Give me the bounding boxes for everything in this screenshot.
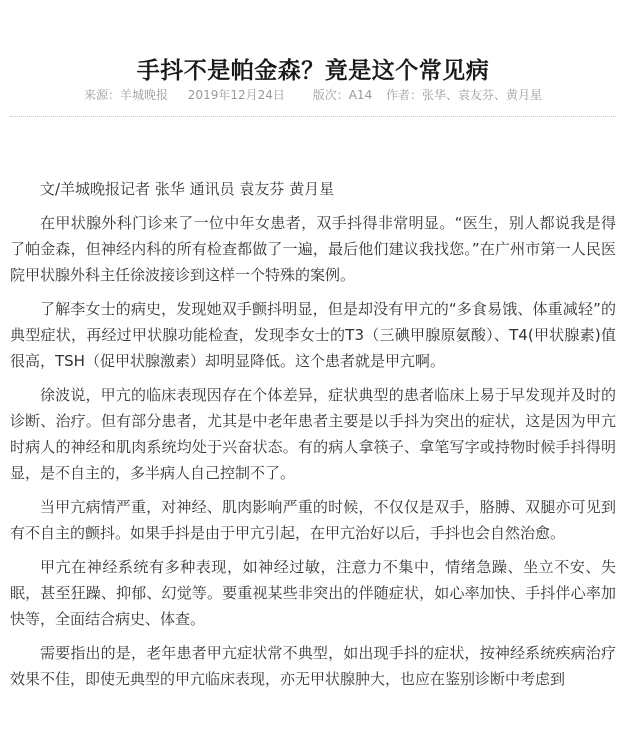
article-paragraph: 甲亢在神经系统有多种表现，如神经过敏，注意力不集中，情绪急躁、坐立不安、失眠，甚至狂躁、抑郁、幻觉等。要重视某些非突出的伴随症状，如心率加快、手抖伴心率加快等，全面结合病史、体查。 (10, 558, 616, 628)
article-meta (0, 86, 626, 104)
meta-date: 2019年12月24日 (187, 88, 285, 102)
article-paragraph: 当甲亢病情严重，对神经、肌肉影响严重的时候，不仅仅是双手，胳膊、双腿亦可见到有不自主的颤抖。如果手抖是由于甲亢引起，在甲亢治好以后，手抖也会自然治愈。 (10, 498, 616, 542)
article-body (10, 176, 616, 700)
meta-source: 来源：羊城晚报 (83, 88, 168, 102)
article-paragraph: 徐波说，甲亢的临床表现因存在个体差异，症状典型的患者临床上易于早发现并及时的诊断、治疗。但有部分患者，尤其是中老年患者主要是以手抖为突出的症状，这是因为甲亢时病人的神经和肌肉系统均处于兴奋状态。有的病人拿筷子、拿笔写字或持物时候手抖得明显，是不自主的，多半病人自己控制不了。 (10, 386, 616, 482)
article-paragraph: 在甲状腺外科门诊来了一位中年女患者，双手抖得非常明显。“医生，别人都说我是得了帕金森，但神经内科的所有检查都做了一遍，最后他们建议我找您。”在广州市第一人民医院甲状腺外科主任徐波接诊到这样一个特殊的案例。 (10, 214, 616, 284)
article-paragraph: 了解李女士的病史，发现她双手颤抖明显，但是却没有甲亢的“多食易饿、体重减轻”的典型症状，再经过甲状腺功能检查，发现李女士的T3（三碘甲腺原氨酸）、T4(甲状腺素)值很高，TSH（促甲状腺激素）却明显降低。这个患者就是甲亢啊。 (10, 300, 616, 370)
meta-edition: 版次：A14 (312, 88, 373, 102)
byline-paragraph: 文/羊城晚报记者 张华 通讯员 袁友芬 黄月星 (40, 180, 335, 198)
meta-authors: 作者：张华、袁友芬、黄月星 (386, 88, 543, 102)
article-paragraph: 需要指出的是，老年患者甲亢症状常不典型，如出现手抖的症状，按神经系统疾病治疗效果不佳，即使无典型的甲亢临床表现，亦无甲状腺肿大，也应在鉴别诊断中考虑到 (10, 644, 616, 688)
header-divider (10, 116, 616, 117)
article-title: 手抖不是帕金森？竟是这个常见病 (136, 58, 490, 85)
